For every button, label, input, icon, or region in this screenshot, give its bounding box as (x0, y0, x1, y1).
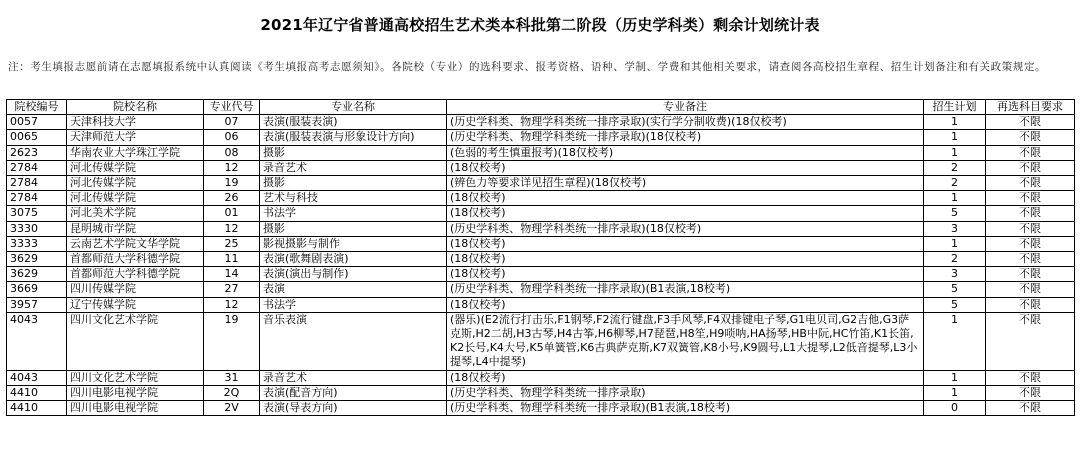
header-school-code: 院校编号 (7, 100, 67, 115)
table-row (7, 145, 1075, 160)
page-title: 2021年辽宁省普通高校招生艺术类本科批第二阶段（历史学科类）剩余计划统计表 (260, 16, 820, 34)
cell-school-code: 2784 (7, 176, 67, 191)
cell-school-name: 华南农业大学珠江学院 (67, 145, 204, 160)
cell-school-code: 3330 (7, 221, 67, 236)
cell-school-code: 4410 (7, 401, 67, 416)
cell-school-code: 3333 (7, 236, 67, 251)
cell-major-name: 摄影 (260, 145, 447, 160)
table-row (7, 370, 1075, 385)
cell-major-name: 表演(配音方向) (260, 385, 447, 400)
cell-major-remark: (历史学科类、物理学科类统一排序录取) (447, 385, 924, 400)
cell-subject-requirement: 不限 (986, 191, 1075, 206)
cell-major-code: 27 (204, 282, 260, 297)
header-subject-requirement: 再选科目要求 (986, 100, 1075, 115)
table-row (7, 252, 1075, 267)
cell-enroll-plan: 2 (924, 252, 986, 267)
cell-major-name: 书法学 (260, 297, 447, 312)
cell-school-code: 4043 (7, 370, 67, 385)
cell-subject-requirement: 不限 (986, 145, 1075, 160)
cell-enroll-plan: 2 (924, 160, 986, 175)
table-row (7, 221, 1075, 236)
cell-school-name: 首都师范大学科德学院 (67, 267, 204, 282)
cell-subject-requirement: 不限 (986, 130, 1075, 145)
cell-major-remark: (历史学科类、物理学科类统一排序录取)(18仅校考) (447, 130, 924, 145)
cell-major-code: 19 (204, 312, 260, 370)
cell-school-name: 河北美术学院 (67, 206, 204, 221)
cell-enroll-plan: 5 (924, 282, 986, 297)
cell-subject-requirement: 不限 (986, 297, 1075, 312)
cell-subject-requirement: 不限 (986, 312, 1075, 370)
table-row (7, 236, 1075, 251)
cell-school-code: 0057 (7, 115, 67, 130)
header-major-remark: 专业备注 (447, 100, 924, 115)
cell-major-remark: (历史学科类、物理学科类统一排序录取)(B1表演,18校考) (447, 282, 924, 297)
table-row (7, 385, 1075, 400)
cell-subject-requirement: 不限 (986, 267, 1075, 282)
cell-school-code: 3629 (7, 267, 67, 282)
cell-school-code: 0065 (7, 130, 67, 145)
cell-major-code: 19 (204, 176, 260, 191)
cell-major-name: 影视摄影与制作 (260, 236, 447, 251)
cell-major-code: 31 (204, 370, 260, 385)
cell-major-name: 表演(导表方向) (260, 401, 447, 416)
cell-school-code: 3629 (7, 252, 67, 267)
cell-major-remark: (色弱的考生慎重报考)(18仅校考) (447, 145, 924, 160)
table-row (7, 191, 1075, 206)
table-row (7, 312, 1075, 370)
cell-subject-requirement: 不限 (986, 176, 1075, 191)
cell-school-code: 4043 (7, 312, 67, 370)
cell-major-remark: (18仅校考) (447, 252, 924, 267)
cell-major-code: 12 (204, 160, 260, 175)
cell-major-name: 表演(服装表演) (260, 115, 447, 130)
cell-school-code: 4410 (7, 385, 67, 400)
cell-major-code: 26 (204, 191, 260, 206)
cell-major-remark: (18仅校考) (447, 206, 924, 221)
notice-text: 注：考生填报志愿前请在志愿填报系统中认真阅读《考生填报高考志愿须知》。各院校（专业）的选科要求、报考资格、语种、学制、学费和其他相关要求，请查阅各高校招生章程、招生计划备注和有关政策规定。 (8, 61, 1047, 73)
cell-major-code: 14 (204, 267, 260, 282)
cell-major-code: 25 (204, 236, 260, 251)
table-row (7, 267, 1075, 282)
cell-school-name: 四川电影电视学院 (67, 385, 204, 400)
cell-school-name: 云南艺术学院文华学院 (67, 236, 204, 251)
cell-subject-requirement: 不限 (986, 282, 1075, 297)
cell-school-name: 四川文化艺术学院 (67, 312, 204, 370)
cell-major-name: 表演(演出与制作) (260, 267, 447, 282)
table-row (7, 176, 1075, 191)
cell-major-remark: (18仅校考) (447, 236, 924, 251)
cell-major-name: 摄影 (260, 176, 447, 191)
cell-major-name: 音乐表演 (260, 312, 447, 370)
table-row (7, 401, 1075, 416)
cell-subject-requirement: 不限 (986, 401, 1075, 416)
cell-enroll-plan: 1 (924, 236, 986, 251)
cell-enroll-plan: 3 (924, 221, 986, 236)
table-row (7, 160, 1075, 175)
cell-school-code: 2784 (7, 160, 67, 175)
cell-major-remark: (历史学科类、物理学科类统一排序录取)(实行学分制收费)(18仅校考) (447, 115, 924, 130)
table-row (7, 115, 1075, 130)
cell-school-name: 河北传媒学院 (67, 160, 204, 175)
cell-subject-requirement: 不限 (986, 370, 1075, 385)
cell-school-code: 2784 (7, 191, 67, 206)
cell-major-remark: (18仅校考) (447, 160, 924, 175)
cell-school-code: 3669 (7, 282, 67, 297)
cell-school-code: 3957 (7, 297, 67, 312)
cell-subject-requirement: 不限 (986, 252, 1075, 267)
cell-major-remark: (18仅校考) (447, 267, 924, 282)
cell-major-name: 书法学 (260, 206, 447, 221)
cell-major-code: 08 (204, 145, 260, 160)
cell-major-name: 摄影 (260, 221, 447, 236)
remaining-plan-table (6, 99, 1075, 416)
cell-enroll-plan: 1 (924, 312, 986, 370)
table-header-row (7, 100, 1075, 115)
cell-major-remark: (器乐)(E2流行打击乐,F1钢琴,F2流行键盘,F3手风琴,F4双排键电子琴,G1电贝司,G2吉他,G3萨克斯,H2二胡,H3古琴,H4古筝,H6柳琴,H7琵琶,H8笙,H9唢呐,HA扬琴,HB中阮,HC竹笛,K1长笛,K2长号,K4大号,K5单簧管,K6古典萨克斯,K7双簧管,K8小号,K9圆号,L1大提琴,L2低音提琴,L3小提琴,L4中提琴) (447, 312, 924, 370)
cell-enroll-plan: 3 (924, 267, 986, 282)
table-row (7, 297, 1075, 312)
cell-school-code: 3075 (7, 206, 67, 221)
table-row (7, 206, 1075, 221)
cell-school-code: 2623 (7, 145, 67, 160)
cell-school-name: 首都师范大学科德学院 (67, 252, 204, 267)
cell-major-code: 2V (204, 401, 260, 416)
cell-major-code: 12 (204, 297, 260, 312)
cell-school-name: 河北传媒学院 (67, 176, 204, 191)
cell-major-code: 06 (204, 130, 260, 145)
cell-subject-requirement: 不限 (986, 236, 1075, 251)
cell-major-name: 表演(歌舞剧表演) (260, 252, 447, 267)
cell-major-name: 表演 (260, 282, 447, 297)
cell-school-name: 辽宁传媒学院 (67, 297, 204, 312)
cell-enroll-plan: 1 (924, 191, 986, 206)
table-row (7, 130, 1075, 145)
cell-major-name: 艺术与科技 (260, 191, 447, 206)
cell-major-code: 01 (204, 206, 260, 221)
cell-enroll-plan: 5 (924, 206, 986, 221)
cell-enroll-plan: 5 (924, 297, 986, 312)
cell-major-code: 2Q (204, 385, 260, 400)
cell-major-name: 表演(服装表演与形象设计方向) (260, 130, 447, 145)
cell-school-name: 昆明城市学院 (67, 221, 204, 236)
cell-school-name: 四川文化艺术学院 (67, 370, 204, 385)
cell-major-remark: (18仅校考) (447, 191, 924, 206)
cell-major-code: 12 (204, 221, 260, 236)
cell-subject-requirement: 不限 (986, 221, 1075, 236)
cell-school-name: 天津科技大学 (67, 115, 204, 130)
cell-major-name: 录音艺术 (260, 160, 447, 175)
cell-enroll-plan: 1 (924, 370, 986, 385)
cell-enroll-plan: 1 (924, 115, 986, 130)
cell-enroll-plan: 2 (924, 176, 986, 191)
cell-major-remark: (辨色力等要求详见招生章程)(18仅校考) (447, 176, 924, 191)
cell-school-name: 天津师范大学 (67, 130, 204, 145)
cell-school-name: 河北传媒学院 (67, 191, 204, 206)
cell-enroll-plan: 1 (924, 130, 986, 145)
cell-subject-requirement: 不限 (986, 160, 1075, 175)
cell-major-code: 11 (204, 252, 260, 267)
cell-enroll-plan: 1 (924, 145, 986, 160)
cell-subject-requirement: 不限 (986, 385, 1075, 400)
cell-school-name: 四川传媒学院 (67, 282, 204, 297)
cell-major-code: 07 (204, 115, 260, 130)
header-major-code: 专业代号 (204, 100, 260, 115)
cell-enroll-plan: 1 (924, 385, 986, 400)
header-school-name: 院校名称 (67, 100, 204, 115)
cell-major-remark: (历史学科类、物理学科类统一排序录取)(B1表演,18校考) (447, 401, 924, 416)
cell-major-remark: (历史学科类、物理学科类统一排序录取)(18仅校考) (447, 221, 924, 236)
table-row (7, 282, 1075, 297)
header-enroll-plan: 招生计划 (924, 100, 986, 115)
cell-major-remark: (18仅校考) (447, 370, 924, 385)
cell-subject-requirement: 不限 (986, 206, 1075, 221)
cell-major-remark: (18仅校考) (447, 297, 924, 312)
cell-enroll-plan: 0 (924, 401, 986, 416)
cell-major-name: 录音艺术 (260, 370, 447, 385)
cell-subject-requirement: 不限 (986, 115, 1075, 130)
header-major-name: 专业名称 (260, 100, 447, 115)
cell-school-name: 四川电影电视学院 (67, 401, 204, 416)
